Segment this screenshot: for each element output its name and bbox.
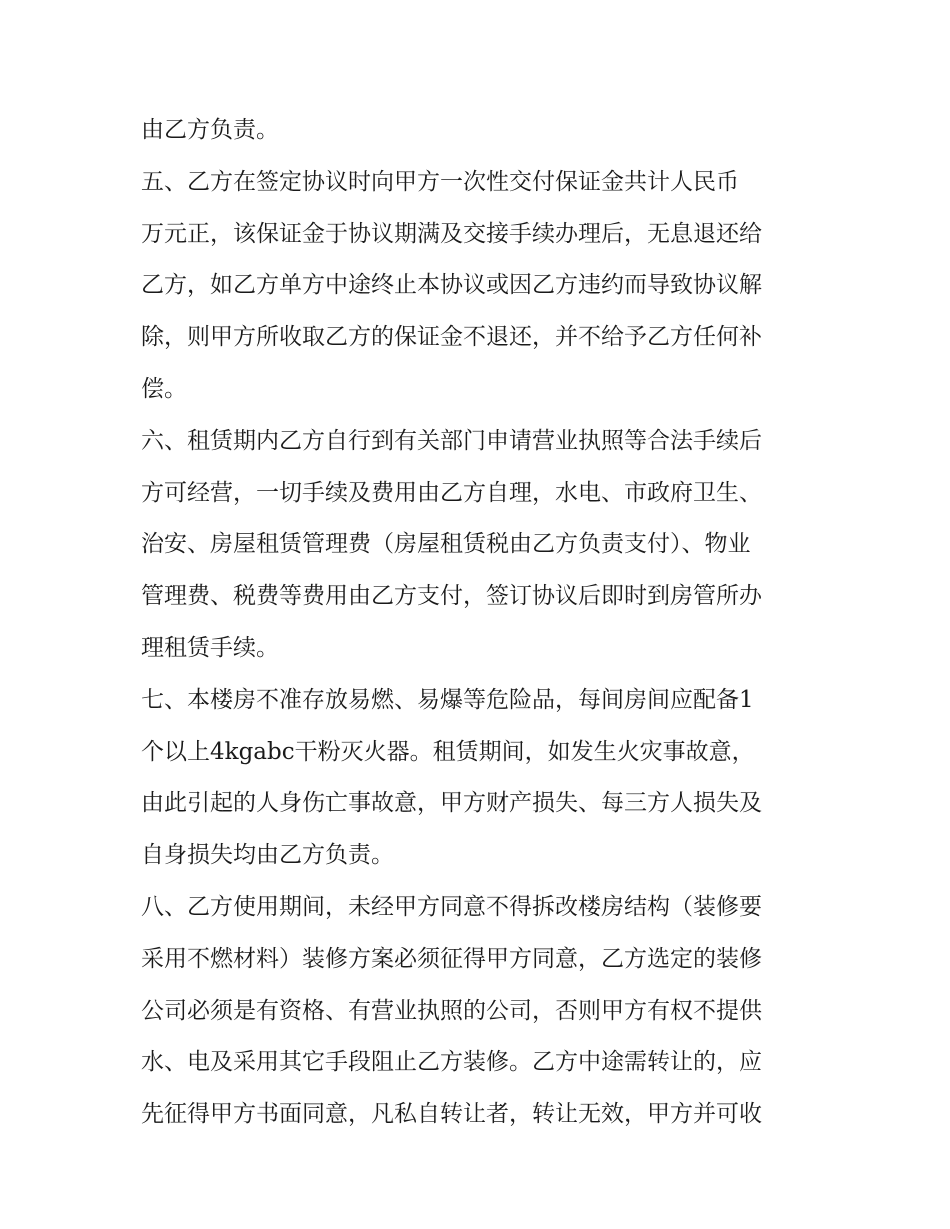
text-line-5: 除，则甲方所收取乙方的保证金不退还，并不给予乙方任何补 (141, 324, 762, 351)
text-line-19: 水、电及采用其它手段阻止乙方装修。乙方中途需转让的，应 (141, 1049, 762, 1076)
text-line-1: 由乙方负责。 (141, 117, 279, 143)
text-line-13: 个以上4kgabc干粉灭火器。租赁期间，如发生火灾事故意， (141, 738, 755, 765)
text-line-6: 偿。 (141, 375, 187, 402)
text-line-20: 先征得甲方书面同意，凡私自转让者，转让无效，甲方并可收 (141, 1101, 762, 1128)
contract-body-text (141, 105, 821, 1141)
text-line-14: 由此引起的人身伤亡事故意，甲方财产损失、每三方人损失及 (141, 790, 762, 817)
text-line-4: 乙方，如乙方单方中途终止本协议或因乙方违约而导致协议解 (141, 272, 762, 299)
text-line-7: 六、租赁期内乙方自行到有关部门申请营业执照等合法手续后 (141, 427, 762, 454)
text-line-11: 理租赁手续。 (141, 634, 279, 661)
text-line-16: 八、乙方使用期间，未经甲方同意不得拆改楼房结构（装修要 (141, 893, 762, 920)
text-line-18: 公司必须是有资格、有营业执照的公司，否则甲方有权不提供 (141, 997, 762, 1024)
text-line-8: 方可经营，一切手续及费用由乙方自理，水电、市政府卫生、 (141, 479, 762, 506)
text-line-17: 采用不燃材料）装修方案必须征得甲方同意，乙方选定的装修 (141, 945, 762, 972)
text-line-2: 五、乙方在签定协议时向甲方一次性交付保证金共计人民币 (141, 168, 739, 195)
text-line-15: 自身损失均由乙方负责。 (141, 842, 394, 869)
text-line-9: 治安、房屋租赁管理费（房屋租赁税由乙方负责支付）、物业 (141, 531, 751, 558)
text-line-3: 万元正，该保证金于协议期满及交接手续办理后，无息退还给 (141, 220, 762, 247)
text-line-10: 管理费、税费等费用由乙方支付，签订协议后即时到房管所办 (141, 583, 762, 610)
text-line-12: 七、本楼房不准存放易燃、易爆等危险品，每间房间应配备1 (141, 686, 754, 713)
